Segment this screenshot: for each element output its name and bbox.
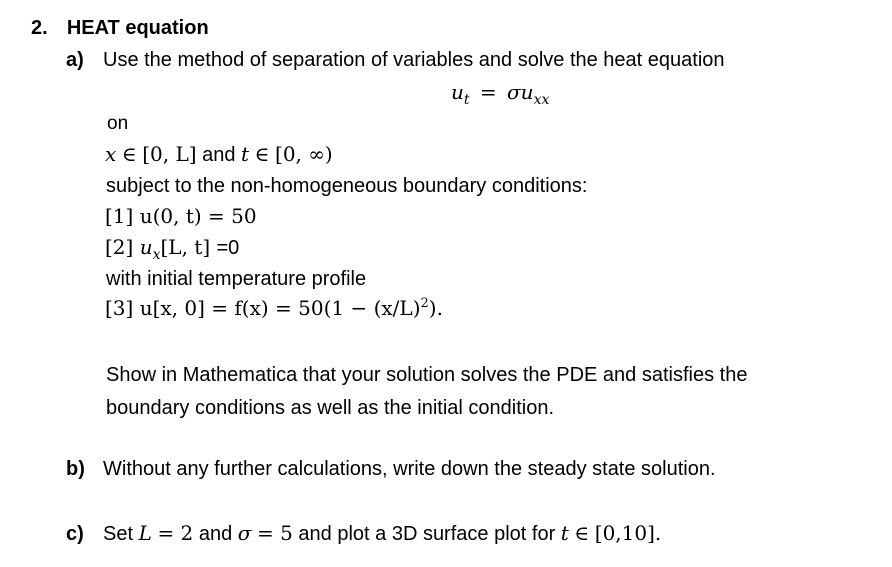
- show-line-1: Show in Mathematica that your solution solves the PDE and satisfies the: [106, 364, 748, 386]
- domain-x-interval: [0, L]: [142, 142, 197, 166]
- bc2-args: [L, t]: [160, 235, 211, 259]
- domain-in-2: ∈: [254, 142, 270, 166]
- part-b-label: b): [66, 458, 85, 480]
- part-c-t: t: [560, 521, 569, 545]
- eq-lhs-var: u: [451, 80, 464, 104]
- domain-t-interval: [0, ∞): [275, 142, 333, 166]
- part-c-label: c): [66, 523, 84, 545]
- boundary-condition-2: [105, 235, 239, 263]
- domain-x: x: [105, 142, 117, 166]
- part-c-sigma: σ: [237, 521, 252, 545]
- domain-in-1: ∈: [121, 142, 137, 166]
- ic-tag: [3]: [105, 296, 134, 320]
- domain-and: and: [202, 144, 236, 166]
- part-b-text: Without any further calculations, write down the steady state solution.: [103, 458, 716, 480]
- subject-to-line: subject to the non-homogeneous boundary conditions:: [106, 175, 588, 197]
- ic-expr: u[x, 0] = f(x) = 50(1 − (x/L): [139, 296, 421, 320]
- part-c-plot-text: and plot a 3D surface plot for: [298, 523, 556, 545]
- part-c-eq2: = 5: [257, 521, 293, 545]
- with-initial-line: with initial temperature profile: [106, 268, 367, 290]
- bc2-tag: [2]: [105, 235, 134, 259]
- eq-sigma: σ: [507, 80, 521, 104]
- eq-lhs-sub: t: [463, 92, 470, 108]
- bc1-tag: [1]: [105, 204, 134, 228]
- part-c-L: L: [138, 521, 152, 545]
- bc2-rhs: =0: [216, 237, 240, 259]
- on-word: on: [107, 113, 129, 134]
- bc2-var: u: [139, 235, 153, 259]
- problem-number: 2.: [31, 17, 48, 39]
- part-a-intro: Use the method of separation of variables and solve the heat equation: [103, 49, 725, 71]
- initial-condition: [105, 296, 443, 320]
- domain-t: t: [241, 142, 250, 166]
- boundary-condition-1: [105, 204, 257, 228]
- bc2-sub: x: [152, 247, 161, 263]
- part-c-eq1: = 2: [157, 521, 194, 545]
- eq-sign: =: [479, 80, 497, 104]
- part-c-set: Set: [103, 523, 134, 545]
- part-c-interval: [0,10].: [594, 521, 662, 545]
- domain-line: [105, 142, 333, 167]
- part-c-and: and: [198, 523, 233, 545]
- eq-rhs-sub: xx: [533, 92, 550, 108]
- problem-heading: [31, 16, 209, 40]
- show-line-2: boundary conditions as well as the initial condition.: [106, 397, 555, 419]
- part-c-text: [103, 521, 661, 546]
- ic-exponent: 2: [420, 296, 429, 311]
- part-a-label: a): [66, 49, 84, 71]
- eq-rhs-var: u: [520, 80, 534, 104]
- part-c-in: ∈: [574, 521, 590, 545]
- ic-tail: ).: [428, 296, 443, 320]
- problem-title: HEAT equation: [66, 17, 209, 39]
- bc1-expr: u(0, t) = 50: [139, 204, 257, 228]
- heat-equation: [451, 80, 549, 108]
